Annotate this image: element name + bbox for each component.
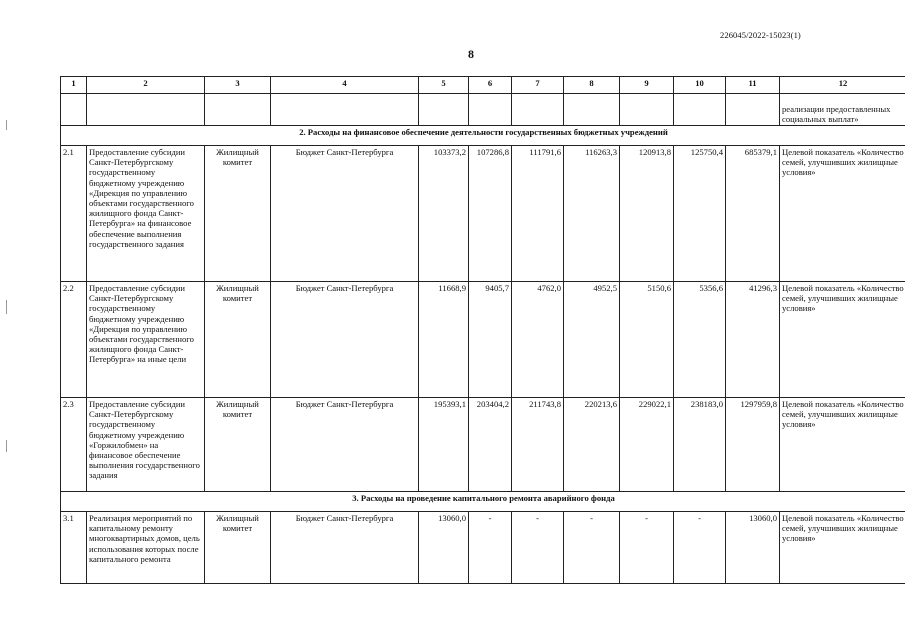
column-header: 6: [469, 77, 512, 94]
column-header: 8: [564, 77, 620, 94]
page-number: 8: [468, 47, 474, 61]
column-header: 12: [780, 77, 905, 94]
total-cell: 685379,1: [726, 146, 780, 282]
continuation-row: [61, 94, 905, 126]
value-cell: 116263,3: [564, 146, 620, 282]
value-cell: 111791,6: [512, 146, 564, 282]
header-row: [61, 77, 905, 94]
value-cell: 229022,1: [620, 398, 674, 492]
funding-source: Бюджет Санкт-Петербурга: [271, 398, 419, 492]
target-indicator: Целевой показатель «Количество семей, улучшивших жилищные условия»: [780, 282, 905, 398]
value-cell: 4952,5: [564, 282, 620, 398]
row-number: 2.1: [61, 146, 87, 282]
activity-name: Предоставление субсидии Санкт-Петербургскому государственному бюджетному учреждению «Дирекция по управлению объектами государственного жилищного фонда Санкт-Петербурга» на финансовое обеспечение выполнения государственного задания: [87, 146, 205, 282]
margin-mark: [6, 440, 7, 452]
margin-mark: [6, 120, 7, 130]
table-row: [61, 398, 905, 492]
budget-table: [60, 76, 905, 584]
section-row: [61, 126, 905, 146]
activity-name: Предоставление субсидии Санкт-Петербургскому государственному бюджетному учреждению «Дирекция по управлению объектами государственного жилищного фонда Санкт-Петербурга» на иные цели: [87, 282, 205, 398]
activity-name: Реализация мероприятий по капитальному ремонту многоквартирных домов, цель использования которых после капитального ремонта: [87, 512, 205, 584]
table-row: [61, 282, 905, 398]
total-cell: 1297959,8: [726, 398, 780, 492]
section-title: 2. Расходы на финансовое обеспечение деятельности государственных бюджетных учреждений: [61, 126, 905, 146]
section-row: [61, 492, 905, 512]
total-cell: 41296,3: [726, 282, 780, 398]
activity-name: Предоставление субсидии Санкт-Петербургскому государственному бюджетному учреждению «Горжилобмен» на финансовое обеспечение выполнения государственного задания: [87, 398, 205, 492]
row-number: 2.3: [61, 398, 87, 492]
column-header: 2: [87, 77, 205, 94]
funding-source: Бюджет Санкт-Петербурга: [271, 512, 419, 584]
column-header: 3: [205, 77, 271, 94]
value-cell: 103373,2: [419, 146, 469, 282]
value-cell: 5356,6: [674, 282, 726, 398]
column-header: 1: [61, 77, 87, 94]
target-indicator: Целевой показатель «Количество семей, улучшивших жилищные условия»: [780, 512, 905, 584]
row-number: 3.1: [61, 512, 87, 584]
value-cell: -: [620, 512, 674, 584]
value-cell: -: [674, 512, 726, 584]
target-indicator: Целевой показатель «Количество семей, улучшивших жилищные условия»: [780, 146, 905, 282]
column-header: 5: [419, 77, 469, 94]
document-number: 226045/2022-15023(1): [720, 30, 801, 40]
continuation-note: реализации предоставленных социальных выплат»: [780, 94, 905, 126]
executor: Жилищный комитет: [205, 146, 271, 282]
margin-mark: [6, 300, 7, 314]
column-header: 11: [726, 77, 780, 94]
funding-source: Бюджет Санкт-Петербурга: [271, 146, 419, 282]
value-cell: 107286,8: [469, 146, 512, 282]
column-header: 7: [512, 77, 564, 94]
column-header: 9: [620, 77, 674, 94]
value-cell: 125750,4: [674, 146, 726, 282]
section-title: 3. Расходы на проведение капитального ремонта аварийного фонда: [61, 492, 905, 512]
value-cell: -: [564, 512, 620, 584]
value-cell: 4762,0: [512, 282, 564, 398]
value-cell: 195393,1: [419, 398, 469, 492]
executor: Жилищный комитет: [205, 512, 271, 584]
table-row: [61, 146, 905, 282]
value-cell: 120913,8: [620, 146, 674, 282]
value-cell: 9405,7: [469, 282, 512, 398]
target-indicator: Целевой показатель «Количество семей, улучшивших жилищные условия»: [780, 398, 905, 492]
value-cell: -: [512, 512, 564, 584]
value-cell: -: [469, 512, 512, 584]
table-row: [61, 512, 905, 584]
value-cell: 211743,8: [512, 398, 564, 492]
row-number: 2.2: [61, 282, 87, 398]
column-header: 4: [271, 77, 419, 94]
column-header: 10: [674, 77, 726, 94]
value-cell: 11668,9: [419, 282, 469, 398]
executor: Жилищный комитет: [205, 282, 271, 398]
value-cell: 13060,0: [419, 512, 469, 584]
value-cell: 220213,6: [564, 398, 620, 492]
value-cell: 5150,6: [620, 282, 674, 398]
value-cell: 238183,0: [674, 398, 726, 492]
funding-source: Бюджет Санкт-Петербурга: [271, 282, 419, 398]
value-cell: 203404,2: [469, 398, 512, 492]
executor: Жилищный комитет: [205, 398, 271, 492]
total-cell: 13060,0: [726, 512, 780, 584]
